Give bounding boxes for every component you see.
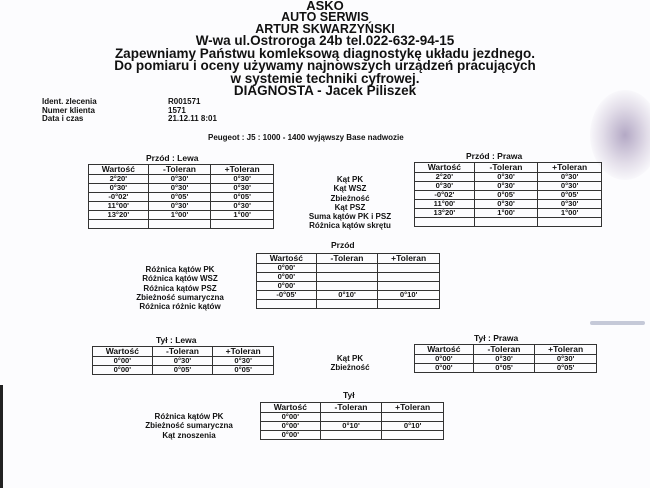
cell: 0°05' <box>211 193 274 202</box>
rear-axle-labels <box>120 412 258 440</box>
column-header: +Toleran <box>382 403 444 413</box>
front-left-title: Przód : Lewa <box>146 153 199 163</box>
cell: 11°00' <box>415 200 475 209</box>
cell: 0°30' <box>148 202 211 211</box>
param-label: Kąt WSZ <box>333 184 367 194</box>
cell: -0°02' <box>89 193 149 202</box>
rear-right-title: Tył : Prawa <box>474 333 519 343</box>
cell: 0°30' <box>538 200 602 209</box>
slogan-line-3: w systemie techniki cyfrowej. <box>230 70 420 86</box>
cell <box>320 431 382 440</box>
column-header: Wartość <box>415 163 475 173</box>
rear-axle-table <box>260 402 444 440</box>
table-row <box>89 220 274 229</box>
table-row <box>257 300 440 309</box>
table-row <box>89 211 274 220</box>
meta-label: Data i czas <box>42 114 84 123</box>
cell <box>474 218 538 227</box>
cell: 0°05' <box>148 193 211 202</box>
cell: 0°05' <box>213 366 274 375</box>
rear-parameter-labels <box>300 354 400 373</box>
column-header: +Toleran <box>535 345 597 355</box>
column-header: +Toleran <box>378 254 440 264</box>
column-header: -Toleran <box>320 403 382 413</box>
front-axle-table <box>256 253 440 309</box>
rear-axle-title: Tył <box>343 390 355 400</box>
cell <box>316 273 378 282</box>
cell: 0°00' <box>257 282 317 291</box>
column-header: -Toleran <box>474 163 538 173</box>
cell: -0°02' <box>415 191 475 200</box>
meta-value: R001571 <box>168 97 201 106</box>
cell: 13°20' <box>89 211 149 220</box>
cell <box>148 220 211 229</box>
cell: 0°30' <box>474 173 538 182</box>
cell: 1°00' <box>474 209 538 218</box>
cell: 1°00' <box>148 211 211 220</box>
param-label: Kąt PSZ <box>334 202 366 212</box>
table-header-row <box>89 165 274 175</box>
param-label: Kąt znoszenia <box>162 430 216 440</box>
cell <box>378 264 440 273</box>
cell: 11°00' <box>89 202 149 211</box>
meta-value: 21.12.11 8:01 <box>168 114 217 123</box>
slogan-line-2: Do pomiaru i oceny używamy najnowszych urządzeń pracujących <box>114 58 536 73</box>
param-label: Różnica kątów PK <box>154 412 224 421</box>
column-header: Wartość <box>93 347 153 357</box>
column-header: -Toleran <box>152 347 213 357</box>
param-label: Różnica kątów PK <box>145 265 215 274</box>
address-line: W-wa ul.Ostroroga 24b tel.022-632-94-15 <box>195 33 455 48</box>
front-right-title: Przód : Prawa <box>466 151 523 161</box>
cell: 0°30' <box>474 200 538 209</box>
cell: 0°30' <box>473 355 535 364</box>
meta-label: Ident. zlecenia <box>42 97 97 106</box>
cell: 2°20' <box>415 173 475 182</box>
param-label: Zbieżność <box>330 363 370 373</box>
rear-left-table <box>92 346 274 375</box>
cell: 0°30' <box>211 202 274 211</box>
column-header: +Toleran <box>538 163 602 173</box>
cell <box>316 264 378 273</box>
owner-name: ARTUR SKWARZYŃSKI <box>255 21 395 36</box>
table-header-row <box>415 163 602 173</box>
table-header-row <box>93 347 274 357</box>
cell: 13°20' <box>415 209 475 218</box>
cell: 0°05' <box>152 366 213 375</box>
cell: 0°05' <box>535 364 597 373</box>
column-header: Wartość <box>89 165 149 175</box>
cell: 0°30' <box>152 357 213 366</box>
vehicle-description: Peugeot : J5 : 1000 - 1400 wyjąwszy Base nadwozie <box>208 133 404 142</box>
param-label: Zbieżność <box>330 193 370 203</box>
param-label: Zbieżność sumaryczna <box>145 421 233 431</box>
table-header-row <box>257 254 440 264</box>
cell: 2°20' <box>89 175 149 184</box>
cell: 0°30' <box>415 182 475 191</box>
cell: 0°30' <box>211 175 274 184</box>
cell: 0°05' <box>538 191 602 200</box>
cell: 0°30' <box>474 182 538 191</box>
cell: 0°00' <box>257 264 317 273</box>
param-label: Różnica różnic kątów <box>139 302 221 312</box>
cell: 0°10' <box>378 291 440 300</box>
document-header <box>0 0 650 98</box>
cell <box>378 273 440 282</box>
cell: 0°30' <box>148 184 211 193</box>
cell: 1°00' <box>211 211 274 220</box>
column-header: +Toleran <box>211 165 274 175</box>
table-row <box>257 291 440 300</box>
cell <box>257 300 317 309</box>
table-header-row <box>415 345 597 355</box>
company-subtitle: AUTO SERWIS <box>281 10 369 24</box>
cell: 0°30' <box>211 184 274 193</box>
cell: 0°30' <box>89 184 149 193</box>
table-header-row <box>261 403 444 413</box>
rear-left-title: Tył : Lewa <box>156 335 197 345</box>
param-label: Różnica kątów WSZ <box>142 274 218 284</box>
table-row <box>415 364 597 373</box>
cell: 0°10' <box>320 422 382 431</box>
ink-streak <box>590 321 645 325</box>
cell: 0°30' <box>538 182 602 191</box>
scan-edge-shadow <box>0 385 3 488</box>
cell: 0°30' <box>538 173 602 182</box>
slogan-line-1: Zapewniamy Państwu komleksową diagnostykę układu jezdnego. <box>114 45 536 61</box>
diagnostician-line: DIAGNOSTA - Jacek Piliszek <box>233 83 417 98</box>
order-info <box>42 98 217 124</box>
cell: -0°05' <box>257 291 317 300</box>
param-label: Suma kątów PK i PSZ <box>308 212 392 222</box>
cell: 0°30' <box>213 357 274 366</box>
column-header: -Toleran <box>148 165 211 175</box>
column-header: Wartość <box>415 345 474 355</box>
cell: 0°30' <box>535 355 597 364</box>
column-header: -Toleran <box>316 254 378 264</box>
date-row <box>42 115 217 124</box>
cell: 0°00' <box>415 364 474 373</box>
cell: 0°05' <box>474 191 538 200</box>
front-axle-title: Przód <box>331 240 355 250</box>
cell: 1°00' <box>538 209 602 218</box>
front-axle-labels <box>110 265 250 311</box>
meta-value: 1571 <box>168 105 186 115</box>
param-label: Zbieżność sumaryczna <box>136 292 224 302</box>
front-right-table <box>414 162 602 227</box>
cell: 0°00' <box>261 431 321 440</box>
cell <box>382 431 444 440</box>
cell: 0°00' <box>93 366 153 375</box>
front-left-table <box>88 164 274 229</box>
cell: 0°00' <box>93 357 153 366</box>
column-header: -Toleran <box>473 345 535 355</box>
cell: 0°05' <box>473 364 535 373</box>
cell: 0°10' <box>382 422 444 431</box>
cell: 0°10' <box>316 291 378 300</box>
front-parameter-labels <box>280 175 420 231</box>
cell: 0°00' <box>261 413 321 422</box>
column-header: +Toleran <box>213 347 274 357</box>
column-header: Wartość <box>257 254 317 264</box>
param-label: Różnica kątów skrętu <box>309 221 391 231</box>
company-name: ASKO <box>306 0 344 13</box>
param-label: Kąt PK <box>336 175 364 184</box>
rear-right-table <box>414 344 597 373</box>
cell <box>378 300 440 309</box>
cell <box>211 220 274 229</box>
param-label: Różnica kątów PSZ <box>143 283 217 293</box>
table-row <box>415 218 602 227</box>
table-row <box>93 366 274 375</box>
cell <box>538 218 602 227</box>
cell: 0°00' <box>261 422 321 431</box>
cell: 0°00' <box>257 273 317 282</box>
cell <box>316 300 378 309</box>
cell: 0°00' <box>415 355 474 364</box>
table-row <box>415 209 602 218</box>
param-label: Kąt PK <box>336 354 364 363</box>
meta-label: Numer klienta <box>42 105 95 115</box>
cell <box>415 218 475 227</box>
column-header: Wartość <box>261 403 321 413</box>
table-row <box>261 431 444 440</box>
cell <box>89 220 149 229</box>
cell: 0°30' <box>148 175 211 184</box>
